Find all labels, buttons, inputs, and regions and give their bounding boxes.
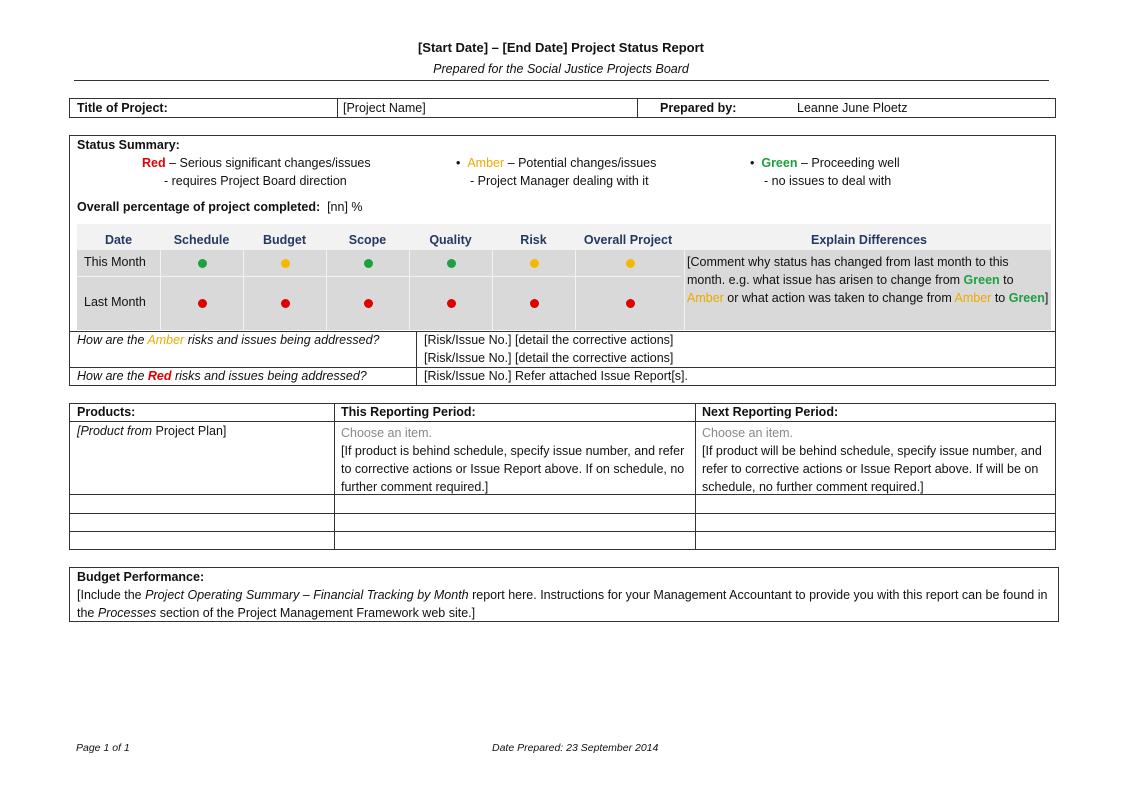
- completion-line: [77, 200, 363, 214]
- col-budget: Budget: [262, 233, 307, 247]
- question-part: How are the: [77, 369, 148, 383]
- explain-amber-word: Amber: [954, 291, 992, 305]
- status-dot-this-month-budget: [281, 259, 290, 268]
- col-schedule: Schedule: [173, 233, 230, 247]
- col-explain-differences: Explain Differences: [810, 233, 927, 247]
- products-header: Products:: [77, 405, 136, 419]
- explain-part: to: [999, 273, 1014, 287]
- status-dot-this-month-risk: [530, 259, 539, 268]
- this-period-text[interactable]: [If product is behind schedule, specify issue number, and refer to corrective actions or Issue Report above. If on schedule, no further comment required.]: [341, 444, 685, 494]
- budget-text[interactable]: [77, 586, 1052, 622]
- explain-part: to: [991, 291, 1009, 305]
- legend-amber: [456, 156, 656, 170]
- next-period-choose-dropdown[interactable]: Choose an item.: [702, 426, 794, 440]
- col-date: Date: [104, 233, 133, 247]
- legend-red: [142, 156, 371, 170]
- status-grid-body: [77, 250, 1051, 330]
- status-dot-last-month-scope: [364, 299, 373, 308]
- completion-label: Overall percentage of project completed:: [77, 200, 321, 214]
- legend-red-sub: - requires Project Board direction: [164, 174, 347, 188]
- explain-green-word: Green: [963, 273, 1000, 287]
- amber-word: Amber: [147, 333, 185, 347]
- col-overall-project: Overall Project: [583, 233, 673, 247]
- bullet-icon: •: [750, 156, 755, 170]
- product-cell[interactable]: [77, 424, 226, 438]
- prepared-by-value[interactable]: Leanne June Ploetz: [797, 101, 908, 115]
- budget-part: Processes: [97, 606, 157, 620]
- status-dot-last-month-risk: [530, 299, 539, 308]
- budget-part: section of the Project Management Framework web site.]: [156, 606, 476, 620]
- this-period-cell: [341, 424, 689, 496]
- budget-performance-section: [69, 567, 1059, 622]
- legend-green-sub: - no issues to deal with: [764, 174, 892, 188]
- status-dot-this-month-scope: [364, 259, 373, 268]
- status-summary-section: [69, 135, 1056, 386]
- next-period-cell: [702, 424, 1052, 496]
- legend-green-text: – Proceeding well: [797, 156, 900, 170]
- bullet-icon: •: [456, 156, 461, 170]
- explain-part: ]: [1044, 291, 1049, 305]
- report-title: [Start Date] – [End Date] Project Status Report: [417, 40, 705, 55]
- title-of-project-label: Title of Project:: [77, 101, 168, 115]
- budget-heading: Budget Performance:: [77, 570, 205, 584]
- red-risk-answer[interactable]: [Risk/Issue No.] Refer attached Issue Report[s].: [424, 369, 689, 383]
- status-dot-this-month-schedule: [198, 259, 207, 268]
- col-quality: Quality: [429, 233, 472, 247]
- legend-red-text: – Serious significant changes/issues: [165, 156, 371, 170]
- this-period-header: This Reporting Period:: [341, 405, 476, 419]
- red-word: Red: [147, 369, 172, 383]
- col-scope: Scope: [348, 233, 387, 247]
- explain-amber-word: Amber: [687, 291, 724, 305]
- explain-differences-text[interactable]: [687, 253, 1049, 307]
- products-table: [69, 403, 1056, 550]
- legend-amber-text: – Potential changes/issues: [504, 156, 657, 170]
- budget-part: Project Operating Summary – Financial Tracking by Month: [145, 588, 469, 602]
- status-summary-heading: Status Summary:: [77, 138, 180, 152]
- status-grid-header: [77, 224, 1051, 250]
- status-dot-last-month-budget: [281, 299, 290, 308]
- status-dot-this-month-quality: [447, 259, 456, 268]
- status-indicators: [77, 250, 681, 330]
- status-dot-last-month-schedule: [198, 299, 207, 308]
- report-subtitle: Prepared for the Social Justice Projects Board: [433, 62, 689, 76]
- page-number: Page 1 of 1: [76, 742, 130, 754]
- legend-green-word: Green: [761, 156, 798, 170]
- question-part: How are the: [77, 333, 148, 347]
- status-dot-this-month-overall: [626, 259, 635, 268]
- budget-part: [Include the: [77, 588, 146, 602]
- date-prepared: Date Prepared: 23 September 2014: [492, 742, 659, 754]
- status-dot-last-month-quality: [447, 299, 456, 308]
- header-divider: [74, 80, 1049, 81]
- legend-amber-sub: - Project Manager dealing with it: [470, 174, 649, 188]
- red-risk-question: [77, 369, 367, 383]
- product-text: [Product from: [77, 424, 153, 438]
- project-info-table: [69, 98, 1056, 118]
- amber-risk-answer-2[interactable]: [Risk/Issue No.] [detail the corrective actions]: [424, 351, 674, 365]
- explain-part: [Comment why status has changed from last month to this month. e.g. what issue has arisen to change from: [687, 255, 1009, 287]
- question-part: risks and issues being addressed?: [171, 369, 367, 383]
- next-period-header: Next Reporting Period:: [702, 405, 839, 419]
- question-part: risks and issues being addressed?: [184, 333, 380, 347]
- next-period-text[interactable]: [If product will be behind schedule, specify issue number, and refer to corrective actions or Issue Report above. If will be on schedule, no further comment required.]: [702, 444, 1042, 494]
- amber-risk-answer-1[interactable]: [Risk/Issue No.] [detail the corrective actions]: [424, 333, 674, 347]
- legend-red-word: Red: [142, 156, 166, 170]
- row-label-this-month: This Month: [84, 255, 146, 269]
- prepared-by-label: Prepared by:: [660, 101, 737, 115]
- row-label-last-month: Last Month: [84, 295, 146, 309]
- this-period-choose-dropdown[interactable]: Choose an item.: [341, 426, 433, 440]
- col-risk: Risk: [520, 233, 547, 247]
- status-dot-last-month-overall: [626, 299, 635, 308]
- legend-green: [750, 156, 900, 170]
- completion-value[interactable]: [nn] %: [327, 200, 363, 214]
- amber-risk-question: [77, 333, 380, 347]
- project-name-field[interactable]: [Project Name]: [343, 101, 426, 115]
- explain-part: or what action was taken to change from: [723, 291, 955, 305]
- budget-part: report here. Instructions for your Management Accountant to provide you with this report can be found in the: [77, 588, 1048, 620]
- legend-amber-word: Amber: [467, 156, 505, 170]
- explain-green-word: Green: [1008, 291, 1045, 305]
- product-text: Project Plan]: [152, 424, 227, 438]
